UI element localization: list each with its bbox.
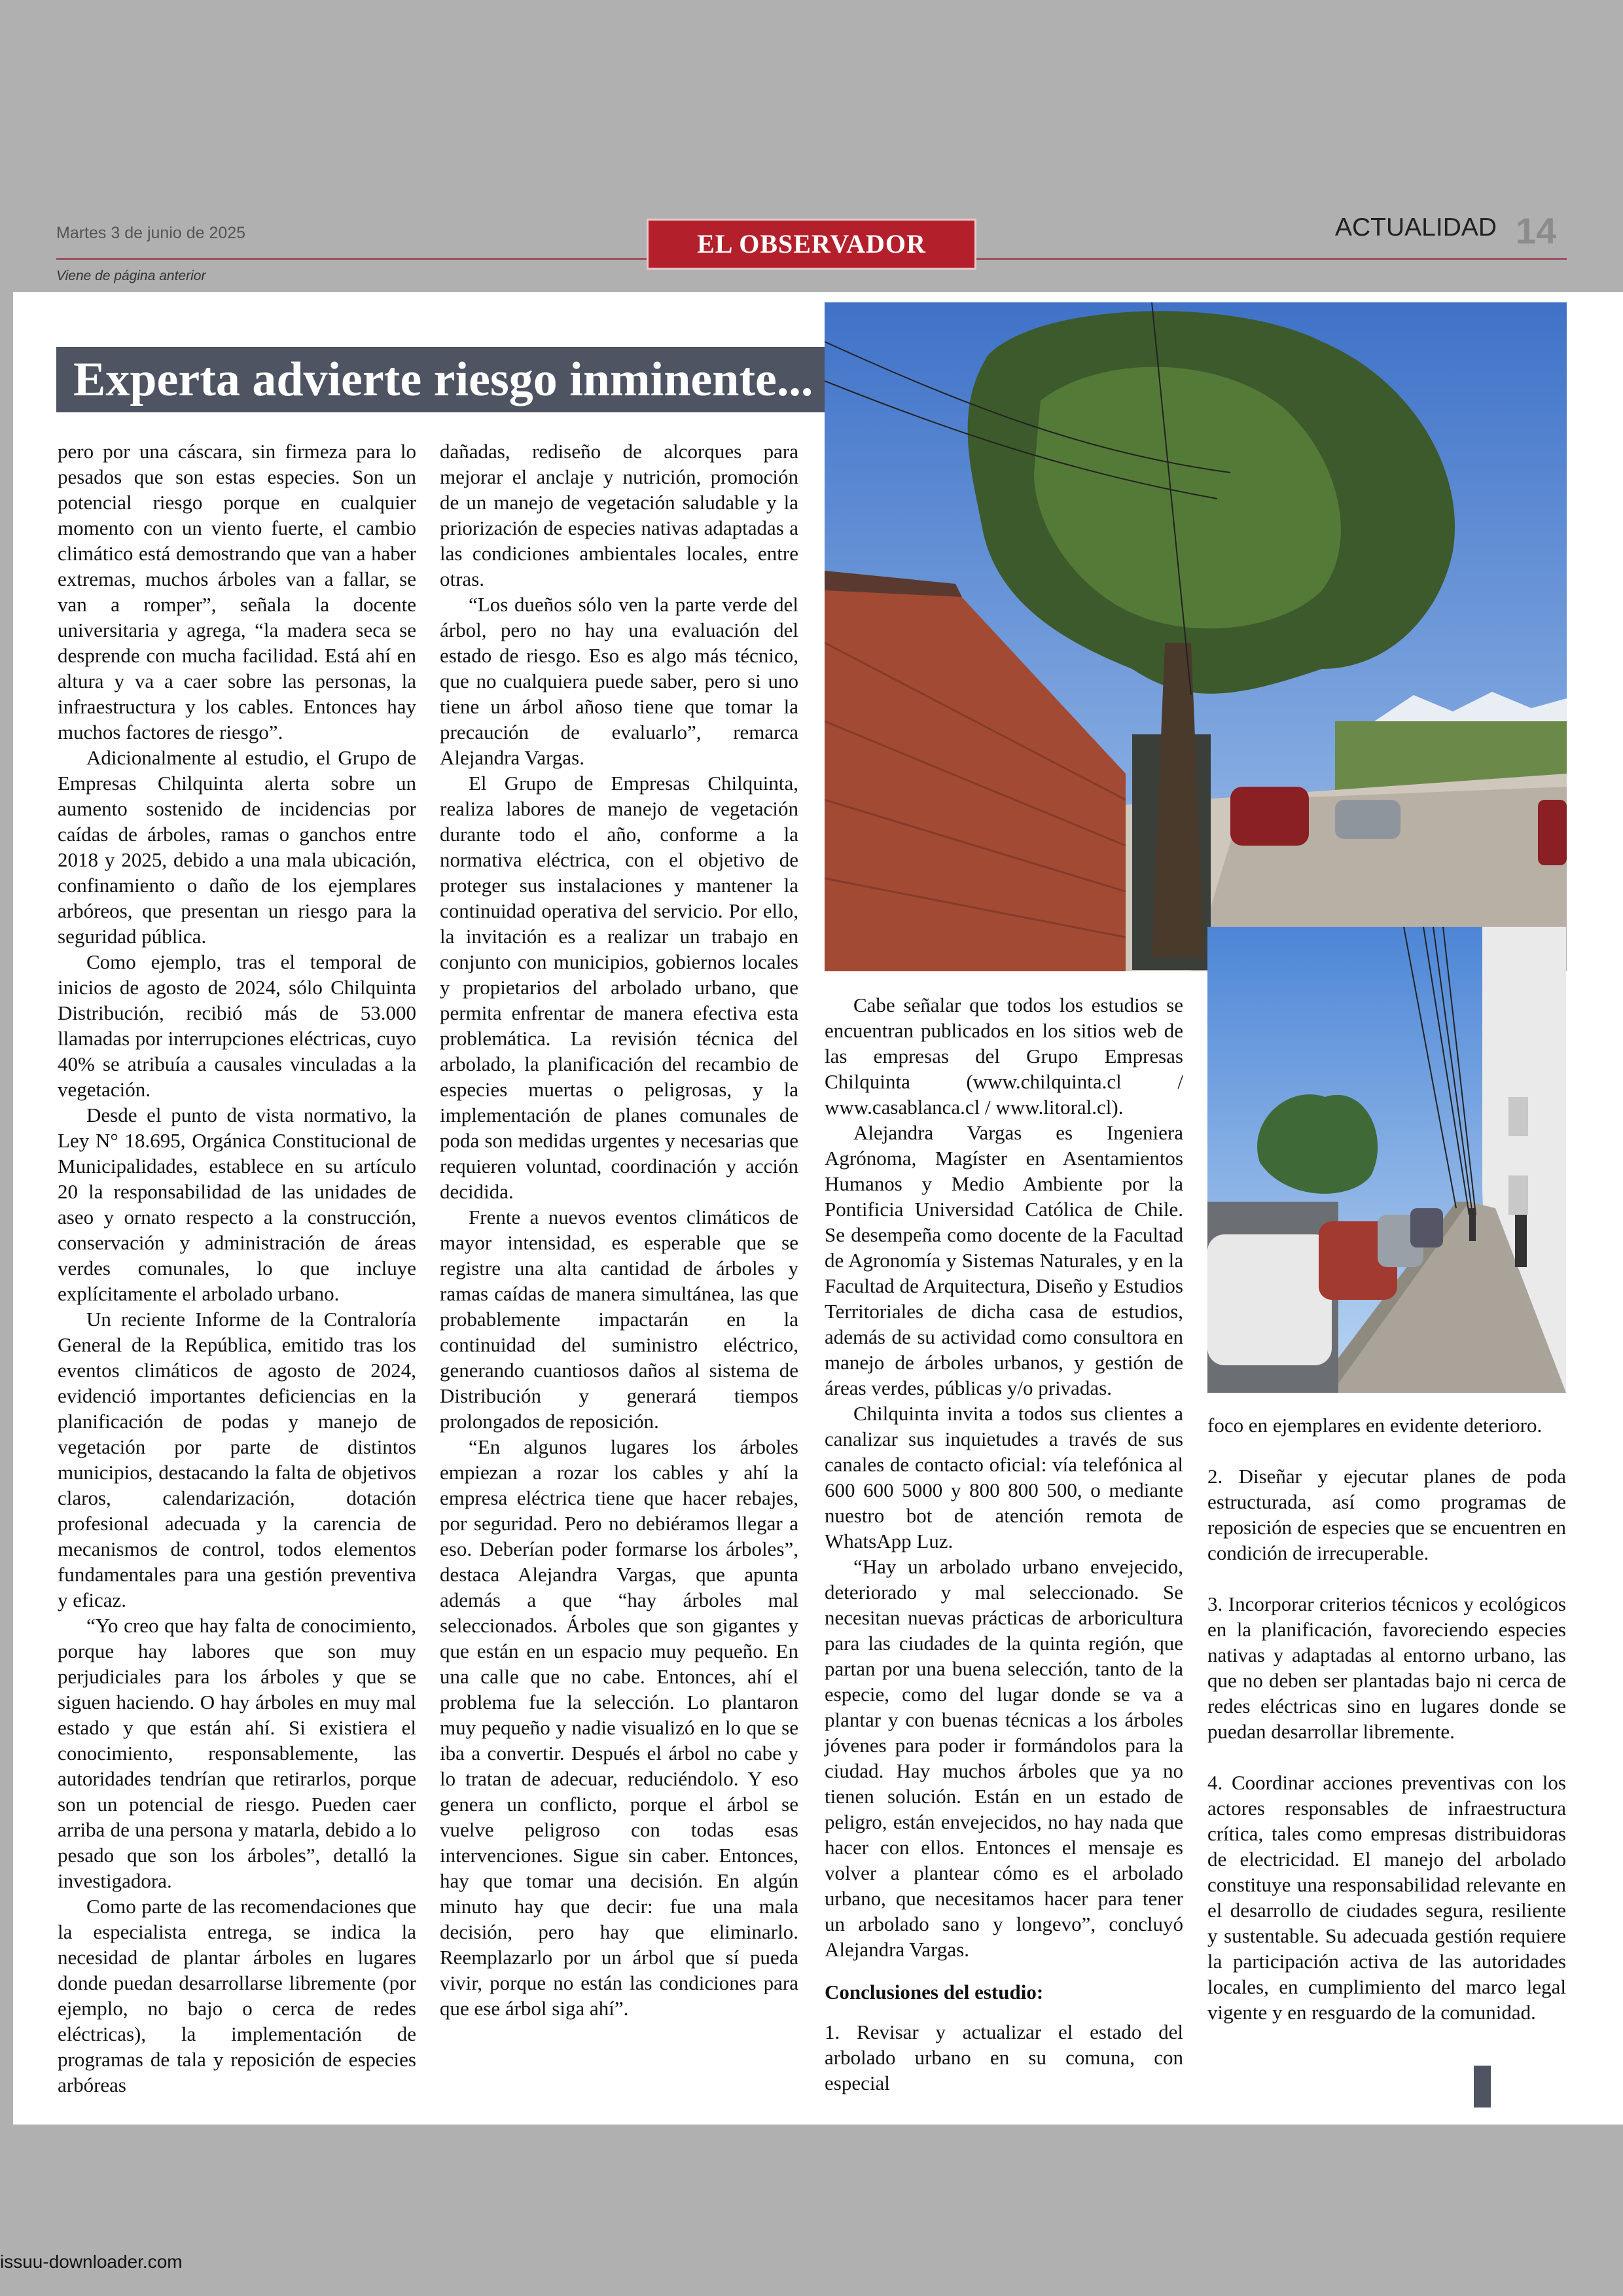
paragraph: dañadas, rediseño de alcorques para mejorar el anclaje y nutrición, promoción de un manejo de vegetación saludable y la priorización de especies nativas adaptadas a las condiciones ambientales locales, entre otras.: [440, 440, 798, 590]
article-column-2: [440, 439, 798, 2021]
conclusion-item: foco en ejemplares en evidente deterioro.: [1207, 1414, 1543, 1437]
paragraph: “Hay un arbolado urbano envejecido, deteriorado y mal seleccionado. Se necesitan nuevas prácticas de arboricultura para las ciudades de la quinta región, que partan por una buena selección, tanto de la especie, como del lugar donde se va a plantar y con buenas técnicas a los árboles jóvenes para poder ir formándolos para la ciudad. Hay muchos árboles que ya no tienen solución. Están en un estado de peligro, están envejecidos, no hay nada que hacer con ellos. Entonces el mensaje es volver a plantear cómo es el arbolado urbano, que necesitamos hacer para tener un arbolado sano y longevo”, concluyó Alejandra Vargas.: [825, 1555, 1183, 1961]
paragraph: Como parte de las recomendaciones que la especialista entrega, se indica la necesidad de plantar árboles en lugares donde puedan desarrollarse libremente (por ejemplo, no bajo o cerca de redes eléctricas), la implementación de programas de tala y reposición de especies arbóreas: [58, 1895, 416, 2096]
conclusion-item: 1. Revisar y actualizar el estado del arbolado urbano en su comuna, con especial: [825, 2020, 1183, 2094]
paragraph: pero por una cáscara, sin firmeza para lo pesados que son estas especies. Son un potencial riesgo porque en cualquier momento con un viento fuerte, el cambio climático está demostrando que van a haber extremas, muchos árboles van a fallar, se van a romper”, señala la docente universitaria y agrega, “la madera seca se desprende con mucha facilidad. Está ahí en altura y va a caer sobre las personas, la infraestructura y los cables. Entonces hay muchos factores de riesgo”.: [58, 440, 416, 744]
paragraph: “En algunos lugares los árboles empiezan a rozar los cables y ahí la empresa eléctrica tiene que hacer rebajes, por seguridad. Pero no debiéramos llegar a eso. Deberían poder formarse los árboles”, destaca Alejandra Vargas, que apunta además a que “hay árboles mal seleccionados. Árboles que son gigantes y que están en un espacio muy pequeño. En una calle que no cabe. Entonces, ahí el problema fue la selección. Lo plantaron muy pequeño y nadie visualizó en lo que se iba a convertir. Después el árbol no cabe y lo tratan de adecuar, reduciéndolo. Y eso genera un conflicto, porque el árbol se vuelve peligroso con todas esas intervenciones. Sigue sin caber. Entonces, hay que tomar una decisión. En algún minuto hay que decir: fue una mala decisión, pero hay que eliminarlo. Reemplazarlo por un árbol que sí pueda vivir, porque no están las condiciones para que ese árbol siga ahí”.: [440, 1435, 798, 2020]
continued-from-note: Viene de página anterior: [56, 268, 206, 283]
masthead-logo: EL OBSERVADOR: [647, 219, 976, 270]
conclusion-item: 4. Coordinar acciones preventivas con los actores responsables de infraestructura crítica, tales como empresas distribuidoras de electricidad. El manejo del arbolado constituye una responsabilidad relevante en el desarrollo de ciudades segura, resiliente y sustentable. Su adecuada gestión requiere la participación activa de las autoridades locales, en cumplimiento del marco legal vigente y en resguardo de la comunidad.: [1207, 1771, 1566, 2024]
article-column-1: [58, 439, 416, 2098]
conclusion-item: 2. Diseñar y ejecutar planes de poda estructurada, así como programas de reposición de especies que se encuentren en condición de irrecuperable.: [1207, 1465, 1566, 1564]
article-end-mark: [1474, 2066, 1491, 2108]
article-headline: Experta advierte riesgo inminente...: [56, 347, 855, 412]
article-column-3: [825, 992, 1183, 2096]
paragraph: Cabe señalar que todos los estudios se encuentran publicados en los sitios web de las empresas del Grupo Empresas Chilquinta (www.chilquinta.cl / www.casablanca.cl / www.litoral.cl).: [825, 994, 1183, 1119]
paragraph: Como ejemplo, tras el temporal de inicios de agosto de 2024, sólo Chilquinta Distribución, recibió más de 53.000 llamadas por interrupciones eléctricas, cuyo 40% se atribuía a causales vinculadas a la vegetación.: [58, 950, 416, 1101]
page-number: 14: [1516, 210, 1557, 251]
conclusions-heading: Conclusiones del estudio:: [825, 1981, 1044, 2003]
paragraph: Frente a nuevos eventos climáticos de mayor intensidad, es esperable que se registre una alta cantidad de árboles y ramas caídas de manera simultánea, las que probablemente impactarán en la continuidad del suministro eléctrico, generando cuantiosos daños al sistema de Distribución y generará tiempos prolongados de reposición.: [440, 1206, 798, 1433]
paragraph: “Los dueños sólo ven la parte verde del árbol, pero no hay una evaluación del estado de riesgo. Eso es algo más técnico, que no cualquiera puede saber, pero si uno tiene un árbol añoso tiene que tomar la precaución de evaluarlo”, remarca Alejandra Vargas.: [440, 593, 798, 769]
paragraph: “Yo creo que hay falta de conocimiento, porque hay labores que son muy perjudiciales para los árboles y que se siguen haciendo. O hay árboles en muy mal estado y que están ahí. Si existiera el conocimiento, responsablemente, las autoridades tendrían que retirarlos, porque son un potencial de riesgo. Pueden caer arriba de una persona y matarla, debido a lo pesado que son los árboles”, detalló la investigadora.: [58, 1614, 416, 1892]
paragraph: Un reciente Informe de la Contraloría General de la República, emitido tras los eventos climáticos de agosto de 2024, evidenció importantes deficiencias en la planificación de podas y manejo de vegetación por parte de distintos municipios, destacando la falta de objetivos claros, calendarización, dotación profesional adecuada y la carencia de mecanismos de control, todos elementos fundamentales para una gestión preventiva y eficaz.: [58, 1308, 416, 1611]
paragraph: Desde el punto de vista normativo, la Ley N° 18.695, Orgánica Constitucional de Municipalidades, establece en su artículo 20 la responsabilidad de las unidades de aseo y ornato respecto a la construcción, conservación y administración de áreas verdes comunales, lo que incluye explícitamente el arbolado urbano.: [58, 1103, 416, 1305]
issue-date: Martes 3 de junio de 2025: [56, 224, 246, 242]
article-column-4: [1207, 1412, 1566, 2025]
paragraph: El Grupo de Empresas Chilquinta, realiza labores de manejo de vegetación durante todo el año, conforme a la normativa eléctrica, con el objetivo de proteger sus instalaciones y mantener la continuidad operativa del servicio. Por ello, la invitación es a realizar un trabajo en conjunto con municipios, gobiernos locales y propietarios del arbolado urbano, que permita enfrentar de manera efectiva esta problemática. La revisión técnica del arbolado, la planificación del recambio de especies muertas o peligrosas, y la implementación de planes comunales de poda son medidas urgentes y necesarias que requieren voluntad, coordinación y acción decidida.: [440, 772, 798, 1203]
paragraph: Alejandra Vargas es Ingeniera Agrónoma, Magíster en Asentamientos Humanos y Medio Ambiente por la Pontificia Universidad Católica de Chile. Se desempeña como docente de la Facultad de Agronomía y Sistemas Naturales, y en la Facultad de Arquitectura, Diseño y Estudios Territoriales de dicha casa de estudios, además de su actividad como consultora en manejo de árboles urbanos, y gestión de áreas verdes, públicas y/o privadas.: [825, 1121, 1183, 1399]
conclusion-item: 3. Incorporar criterios técnicos y ecológicos en la planificación, favoreciendo especies nativas y adaptadas al entorno urbano, las que no deben ser plantadas bajo ni cerca de redes eléctricas sino en lugares donde se puedan desarrollar libremente.: [1207, 1592, 1566, 1743]
sidewalk-photo: [1207, 927, 1566, 1393]
tree-street-photo: [825, 302, 1567, 971]
section-label: ACTUALIDAD: [1335, 213, 1497, 242]
paragraph: Chilquinta invita a todos sus clientes a canalizar sus inquietudes a través de sus canales de contacto oficial: vía telefónica al 600 600 5000 y 800 800 500, o mediante nuestro bot de atención remota de WhatsApp Luz.: [825, 1402, 1183, 1552]
download-watermark: issuu-downloader.com: [0, 2251, 183, 2272]
paragraph: Adicionalmente al estudio, el Grupo de Empresas Chilquinta alerta sobre un aumento sostenido de incidencias por caídas de árboles, ramas o ganchos entre 2018 y 2025, debido a una mala ubicación, confinamiento o daño de los ejemplares arbóreos, que presentan un riesgo para la seguridad pública.: [58, 746, 416, 948]
